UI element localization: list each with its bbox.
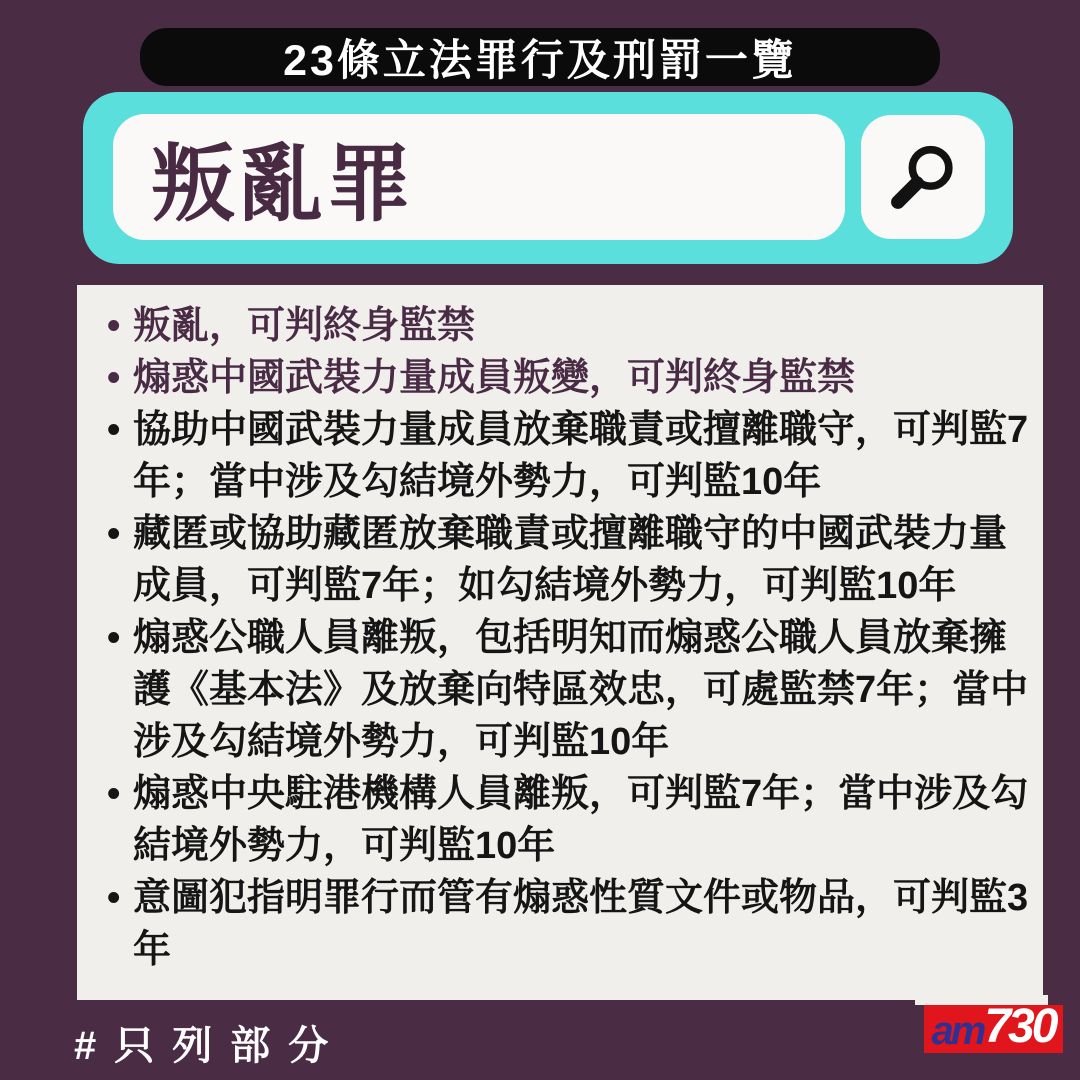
am730-logo-am-text: am bbox=[931, 1009, 984, 1053]
offense-list-item: • 協助中國武裝力量成員放棄職責或擅離職守，可判監7年；當中涉及勾結境外勢力，可判監10年 bbox=[107, 404, 1033, 508]
offense-card bbox=[77, 285, 1043, 1000]
search-bar bbox=[83, 92, 1013, 264]
page-title: 23條立法罪行及刑罰一覽 bbox=[283, 36, 797, 85]
title-bar bbox=[140, 28, 940, 86]
offense-list-item: • 煽惑中國武裝力量成員叛變，可判終身監禁 bbox=[107, 352, 1033, 404]
offense-list-item: • 煽惑中央駐港機構人員離叛，可判監7年；當中涉及勾結境外勢力，可判監10年 bbox=[107, 768, 1033, 872]
offense-list-item: • 煽惑公職人員離叛，包括明知而煽惑公職人員放棄擁護《基本法》及放棄向特區效忠，可處監禁7年；當中涉及勾結境外勢力，可判監10年 bbox=[107, 612, 1033, 768]
am730-logo bbox=[924, 1000, 1063, 1053]
offense-list-item: • 叛亂，可判終身監禁 bbox=[107, 300, 1033, 352]
footnote-hashtag: #只列部分 bbox=[74, 1024, 347, 1068]
offense-list-item: • 藏匿或協助藏匿放棄職責或擅離職守的中國武裝力量成員，可判監7年；如勾結境外勢力，可判監10年 bbox=[107, 508, 1033, 612]
offense-list-item: • 意圖犯指明罪行而管有煽惑性質文件或物品，可判監3年 bbox=[107, 872, 1033, 976]
search-button[interactable] bbox=[861, 115, 985, 239]
magnifier-icon bbox=[885, 139, 961, 215]
am730-logo-number-text: 730 bbox=[984, 1000, 1056, 1053]
search-input[interactable] bbox=[113, 114, 845, 240]
offense-list bbox=[77, 285, 1043, 976]
search-query-text: 叛亂罪 bbox=[151, 136, 416, 231]
